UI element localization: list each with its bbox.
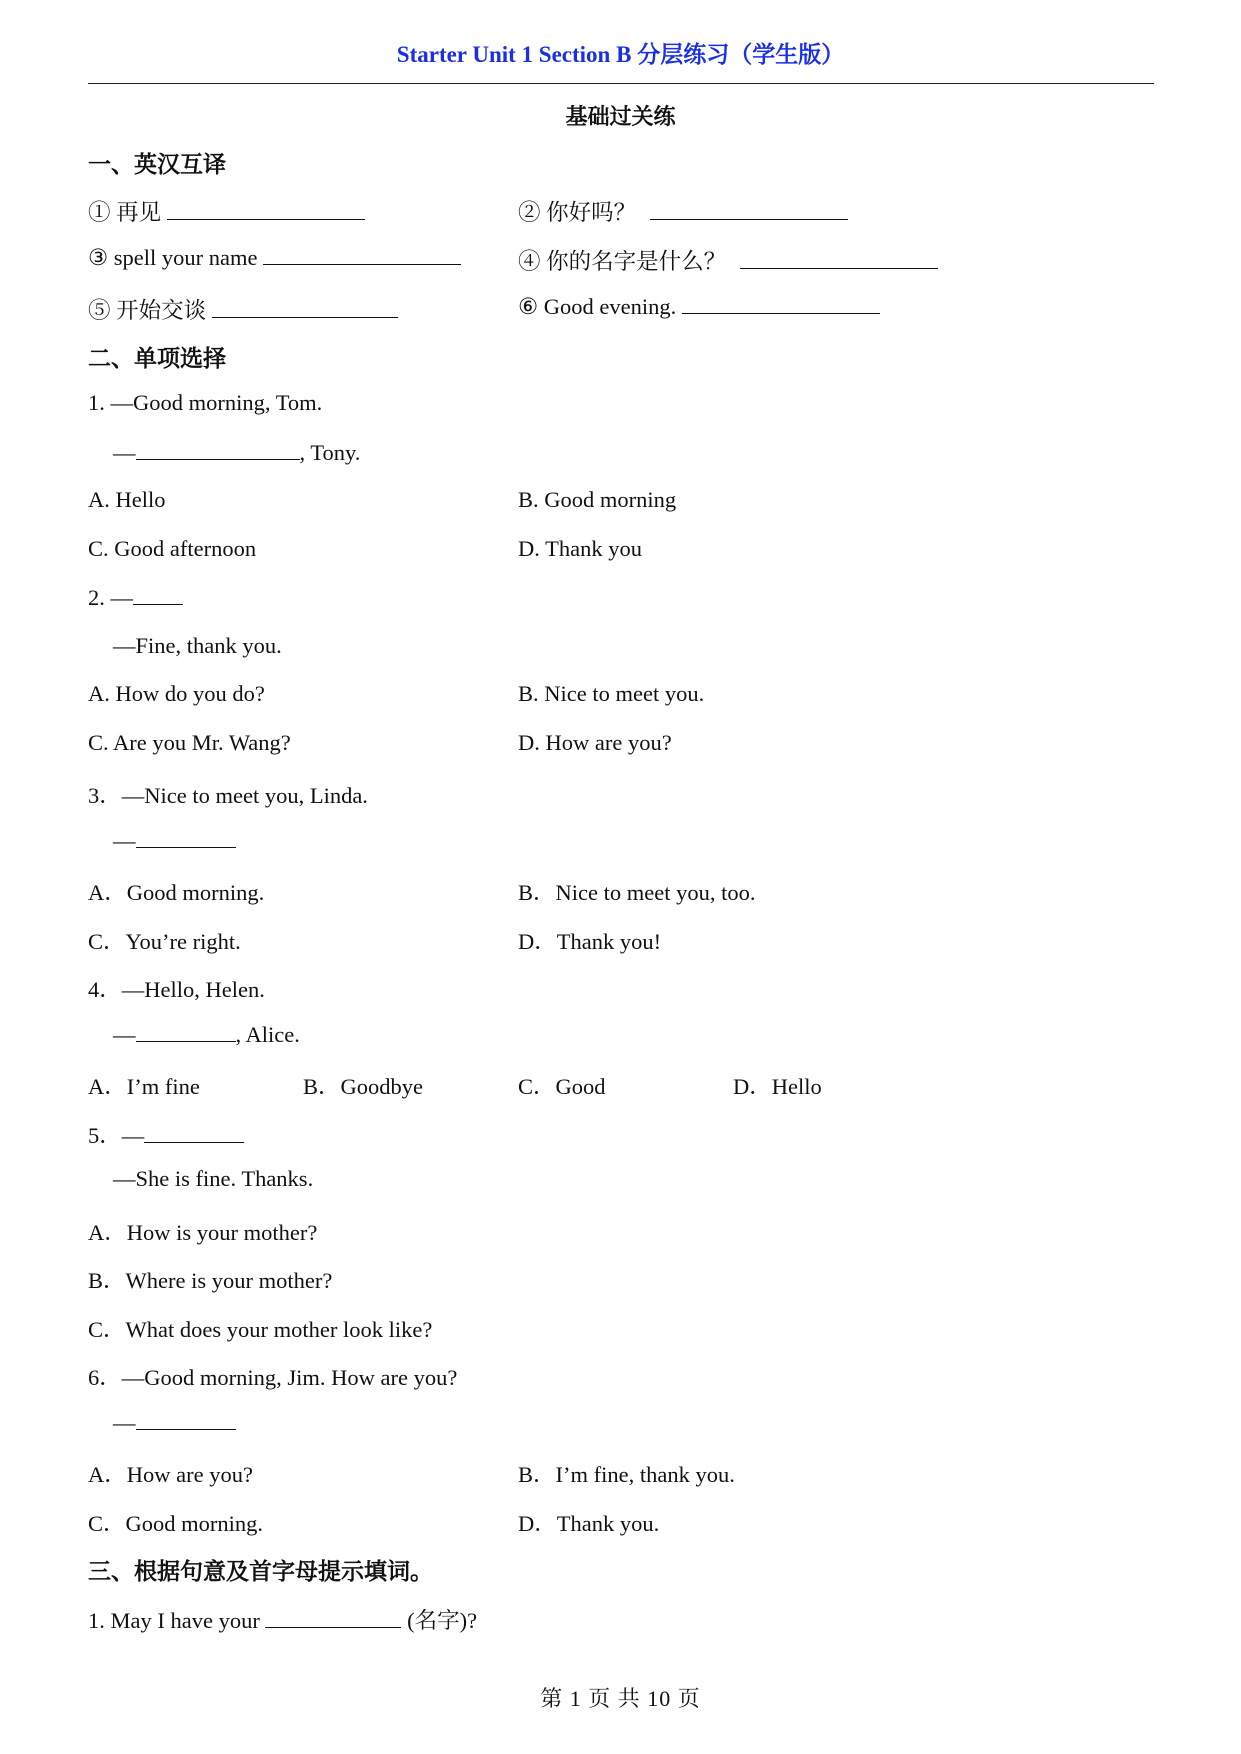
- q1-stem: 1. —Good morning, Tom.: [88, 390, 323, 415]
- answer-blank[interactable]: [265, 1607, 401, 1628]
- part3-q1: [88, 1603, 477, 1635]
- answer-blank[interactable]: [136, 827, 236, 848]
- q4-option-b[interactable]: B．Goodbye: [303, 1074, 423, 1099]
- translation-item-2-text: ② 你好吗？: [518, 200, 642, 225]
- q3-option-b[interactable]: B．Nice to meet you, too.: [518, 880, 756, 905]
- q6-stem: 6．—Good morning, Jim. How are you?: [88, 1365, 458, 1390]
- q4-option-d[interactable]: D．Hello: [733, 1074, 822, 1099]
- translation-item-5: [88, 293, 398, 325]
- translation-item-5-text: ⑤ 开始交谈: [88, 298, 212, 323]
- part3-q1-prefix: 1. May I have your: [88, 1608, 266, 1633]
- part3-q1-suffix: (名字)?: [401, 1608, 478, 1633]
- dash: —: [113, 828, 136, 853]
- q1-reply-suffix: , Tony.: [299, 440, 361, 465]
- q4-stem: 4．—Hello, Helen.: [88, 977, 265, 1002]
- q1-option-d[interactable]: D. Thank you: [518, 536, 642, 561]
- translation-item-2: [518, 195, 848, 227]
- document-title: Starter Unit 1 Section B 分层练习（学生版）: [396, 42, 845, 67]
- q1-option-b[interactable]: B. Good morning: [518, 487, 677, 512]
- answer-blank[interactable]: [144, 1122, 244, 1143]
- translation-item-1: [88, 195, 365, 227]
- q6-reply: [113, 1409, 236, 1436]
- answer-blank[interactable]: [682, 293, 880, 314]
- q3-stem: 3．—Nice to meet you, Linda.: [88, 783, 368, 808]
- q5-reply: —She is fine. Thanks.: [113, 1166, 314, 1191]
- q6-option-b[interactable]: B．I’m fine, thank you.: [518, 1462, 735, 1487]
- q2-reply: —Fine, thank you.: [113, 633, 282, 658]
- page-number: 第 1 页 共 10 页: [540, 1686, 701, 1711]
- q6-option-c[interactable]: C．Good morning.: [88, 1511, 264, 1536]
- q2-stem-prefix: 2. —: [88, 585, 133, 610]
- q5-option-b[interactable]: B．Where is your mother?: [88, 1268, 333, 1293]
- part1-heading: 一、英汉互译: [88, 152, 226, 177]
- answer-blank[interactable]: [136, 439, 300, 460]
- section-subtitle: 基础过关练: [565, 104, 676, 129]
- answer-blank[interactable]: [740, 248, 938, 269]
- q3-option-a[interactable]: A．Good morning.: [88, 880, 265, 905]
- q6-option-d[interactable]: D．Thank you.: [518, 1511, 660, 1536]
- q4-option-a[interactable]: A．I’m fine: [88, 1074, 200, 1099]
- part3-heading: 三、根据句意及首字母提示填词。: [88, 1559, 433, 1584]
- answer-blank[interactable]: [263, 244, 461, 265]
- translation-item-3-text: ③ spell your name: [88, 245, 264, 270]
- answer-blank[interactable]: [136, 1409, 236, 1430]
- dash: —: [113, 440, 136, 465]
- translation-item-6: [518, 293, 880, 320]
- q2-option-a[interactable]: A. How do you do?: [88, 681, 265, 706]
- q4-option-c[interactable]: C．Good: [518, 1074, 606, 1099]
- answer-blank[interactable]: [133, 584, 183, 605]
- q5-option-c[interactable]: C．What does your mother look like?: [88, 1317, 433, 1342]
- q2-option-d[interactable]: D. How are you?: [518, 730, 672, 755]
- q2-option-b[interactable]: B. Nice to meet you.: [518, 681, 705, 706]
- q5-stem-prefix: 5．—: [88, 1123, 145, 1148]
- q1-option-c[interactable]: C. Good afternoon: [88, 536, 257, 561]
- translation-item-4-text: ④ 你的名字是什么？: [518, 249, 732, 274]
- q6-option-a[interactable]: A．How are you?: [88, 1462, 253, 1487]
- q3-option-c[interactable]: C．You’re right.: [88, 929, 241, 954]
- part2-heading: 二、单项选择: [88, 346, 226, 371]
- answer-blank[interactable]: [167, 199, 365, 220]
- header-divider: [88, 83, 1154, 84]
- q1-reply: [113, 439, 360, 466]
- q2-option-c[interactable]: C. Are you Mr. Wang?: [88, 730, 291, 755]
- q2-stem: [88, 584, 183, 611]
- q3-reply: [113, 827, 236, 854]
- translation-item-1-text: ① 再见: [88, 200, 167, 225]
- q4-reply-suffix: , Alice.: [235, 1022, 300, 1047]
- dash: —: [113, 1022, 136, 1047]
- q4-reply: [113, 1021, 300, 1048]
- q3-option-d[interactable]: D．Thank you!: [518, 929, 662, 954]
- answer-blank[interactable]: [212, 297, 398, 318]
- q5-stem: [88, 1118, 244, 1150]
- q5-option-a[interactable]: A．How is your mother?: [88, 1220, 318, 1245]
- translation-item-3: [88, 244, 461, 271]
- translation-item-4: [518, 244, 938, 276]
- dash: —: [113, 1410, 136, 1435]
- translation-item-6-text: ⑥ Good evening.: [518, 294, 682, 319]
- answer-blank[interactable]: [136, 1021, 236, 1042]
- q1-option-a[interactable]: A. Hello: [88, 487, 166, 512]
- answer-blank[interactable]: [650, 199, 848, 220]
